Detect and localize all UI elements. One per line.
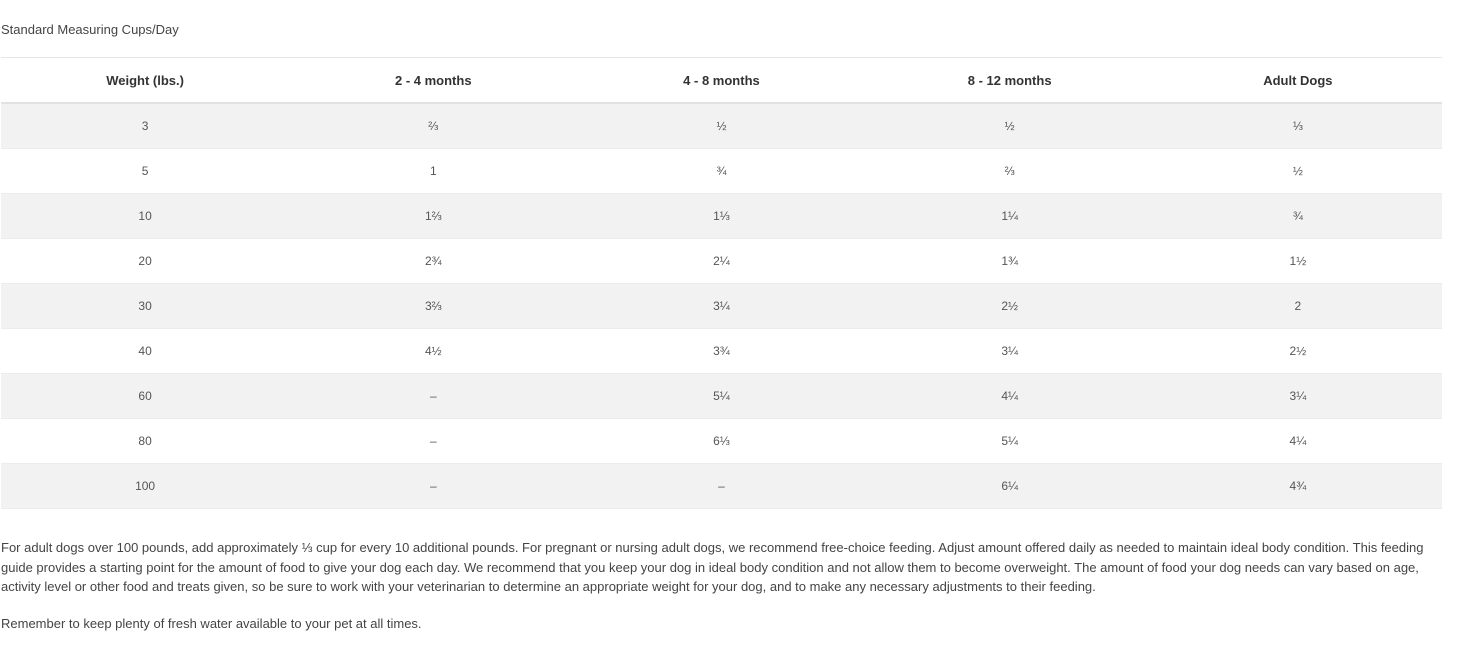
cell-8-12-months: 1¼ — [866, 194, 1154, 239]
table-row — [1, 374, 1442, 419]
cell-8-12-months: 5¼ — [866, 419, 1154, 464]
cell-adult-dogs: 4¼ — [1154, 419, 1442, 464]
cell-weight: 30 — [1, 284, 289, 329]
cell-4-8-months: – — [577, 464, 865, 509]
cell-adult-dogs: ½ — [1154, 149, 1442, 194]
cell-adult-dogs: 2½ — [1154, 329, 1442, 374]
cell-weight: 60 — [1, 374, 289, 419]
cell-adult-dogs: ⅓ — [1154, 103, 1442, 149]
cell-8-12-months: 1¾ — [866, 239, 1154, 284]
table-row — [1, 419, 1442, 464]
cell-8-12-months: 3¼ — [866, 329, 1154, 374]
cell-4-8-months: 1⅓ — [577, 194, 865, 239]
cell-2-4-months: – — [289, 419, 577, 464]
cell-4-8-months: ¾ — [577, 149, 865, 194]
cell-weight: 40 — [1, 329, 289, 374]
cell-adult-dogs: 3¼ — [1154, 374, 1442, 419]
cell-2-4-months: – — [289, 464, 577, 509]
cell-4-8-months: 3¼ — [577, 284, 865, 329]
table-row — [1, 239, 1442, 284]
fresh-water-note: Remember to keep plenty of fresh water available to your pet at all times. — [1, 616, 422, 631]
cell-8-12-months: 6¼ — [866, 464, 1154, 509]
header-4-8-months: 4 - 8 months — [577, 58, 865, 104]
header-8-12-months: 8 - 12 months — [866, 58, 1154, 104]
feeding-chart-table — [1, 57, 1442, 509]
table-row — [1, 329, 1442, 374]
cell-8-12-months: ½ — [866, 103, 1154, 149]
cell-4-8-months: 2¼ — [577, 239, 865, 284]
cell-2-4-months: 3⅔ — [289, 284, 577, 329]
feeding-guide-note: For adult dogs over 100 pounds, add approximately ⅓ cup for every 10 additional pounds. For pregnant or nursing adult dogs, we recommend free-choice feeding. Adjust amount offered daily as needed to maintain ideal body condition. This feeding guide provides a starting point for the amount of food to give your dog each day. We recommend that you keep your dog in ideal body condition and not allow them to become overweight. The amount of food your dog needs can vary based on age, activity level or other food and treats given, so be sure to work with your veterinarian to determine an appropriate weight for your dog, and to make any necessary adjustments to their feeding. — [1, 540, 1424, 594]
table-caption: Standard Measuring Cups/Day — [1, 22, 179, 37]
cell-weight: 5 — [1, 149, 289, 194]
cell-4-8-months: 6⅓ — [577, 419, 865, 464]
cell-8-12-months: 4¼ — [866, 374, 1154, 419]
cell-weight: 3 — [1, 103, 289, 149]
table-header-row — [1, 58, 1442, 104]
cell-2-4-months: – — [289, 374, 577, 419]
cell-adult-dogs: ¾ — [1154, 194, 1442, 239]
table-row — [1, 464, 1442, 509]
cell-weight: 100 — [1, 464, 289, 509]
cell-adult-dogs: 2 — [1154, 284, 1442, 329]
cell-8-12-months: 2½ — [866, 284, 1154, 329]
header-weight: Weight (lbs.) — [1, 58, 289, 104]
cell-2-4-months: 1 — [289, 149, 577, 194]
cell-weight: 80 — [1, 419, 289, 464]
cell-8-12-months: ⅔ — [866, 149, 1154, 194]
cell-weight: 10 — [1, 194, 289, 239]
cell-adult-dogs: 1½ — [1154, 239, 1442, 284]
cell-4-8-months: ½ — [577, 103, 865, 149]
header-adult-dogs: Adult Dogs — [1154, 58, 1442, 104]
cell-4-8-months: 5¼ — [577, 374, 865, 419]
header-2-4-months: 2 - 4 months — [289, 58, 577, 104]
table-row — [1, 149, 1442, 194]
cell-weight: 20 — [1, 239, 289, 284]
cell-2-4-months: 1⅔ — [289, 194, 577, 239]
table-row — [1, 194, 1442, 239]
cell-4-8-months: 3¾ — [577, 329, 865, 374]
table-row — [1, 103, 1442, 149]
cell-adult-dogs: 4¾ — [1154, 464, 1442, 509]
cell-2-4-months: 2¾ — [289, 239, 577, 284]
table-row — [1, 284, 1442, 329]
cell-2-4-months: 4½ — [289, 329, 577, 374]
cell-2-4-months: ⅔ — [289, 103, 577, 149]
